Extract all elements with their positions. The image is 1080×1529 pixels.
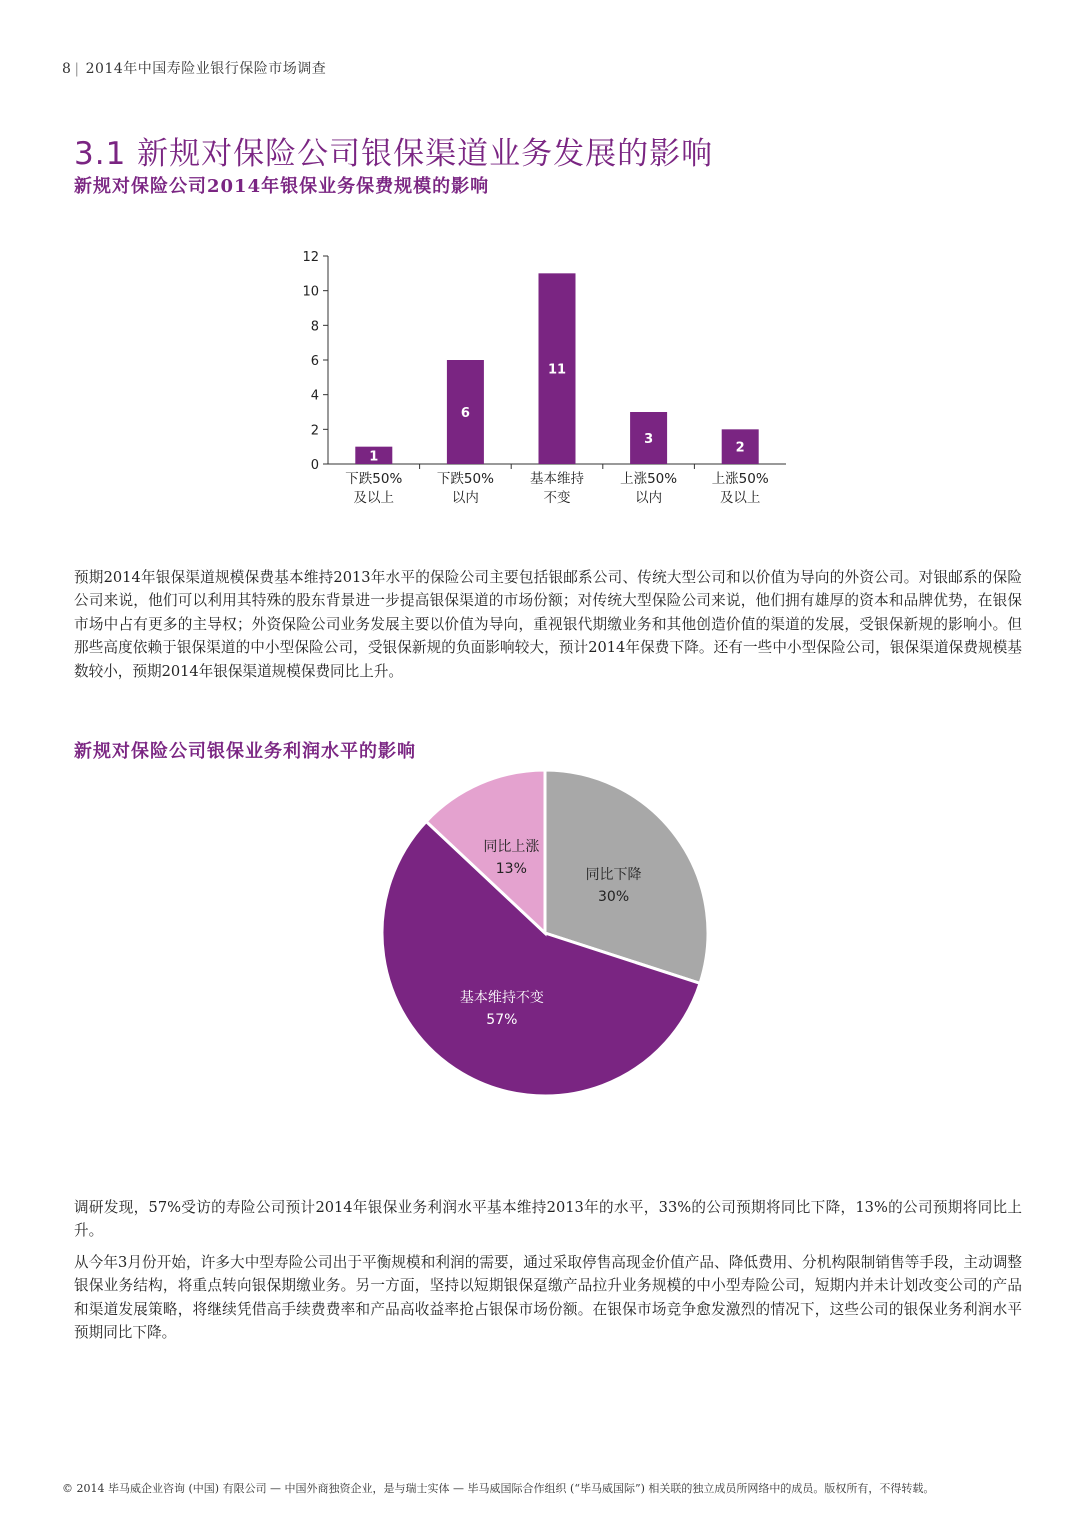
x-tick-label: 及以上 [353, 490, 395, 506]
bar-value-label: 6 [460, 406, 470, 421]
bar-value-label: 3 [644, 432, 654, 447]
doc-title: 2014年中国寿险业银行保险市场调查 [85, 61, 327, 77]
paragraph-2: 调研发现，57%受访的寿险公司预计2014年银保业务利润水平基本维持2013年的水平，33%的公司预期将同比下降，13%的公司预期将同比上升。 [74, 1199, 1022, 1240]
x-tick-label: 以内 [635, 490, 663, 506]
y-tick-label: 0 [310, 458, 319, 473]
y-tick-label: 12 [302, 250, 319, 265]
pie-slice-percent: 30% [598, 889, 630, 906]
pie-slice-label: 同比上涨 [483, 839, 540, 856]
pie-slice-percent: 57% [486, 1011, 518, 1028]
x-tick-label: 以内 [451, 490, 479, 506]
bar-chart-title: 新规对保险公司2014年银保业务保费规模的影响 [74, 176, 490, 197]
y-tick-label: 4 [310, 388, 319, 404]
page-header [62, 58, 326, 78]
y-tick-label: 2 [310, 423, 319, 439]
y-tick-label: 10 [302, 284, 319, 300]
section-title: 3.1 新规对保险公司银保渠道业务发展的影响 [74, 136, 714, 172]
x-tick-label: 不变 [543, 490, 571, 506]
pie-slice-label: 同比下降 [585, 867, 642, 884]
x-tick-label: 上涨50% [711, 471, 769, 487]
pie-slice-percent: 13% [495, 861, 527, 878]
x-tick-label: 基本维持 [530, 471, 584, 487]
x-tick-label: 及以上 [719, 490, 761, 506]
bar-value-label: 1 [369, 449, 379, 465]
copyright-footer: © 2014 毕马威企业咨询 (中国) 有限公司 — 中国外商独资企业，是与瑞士实体 — 毕马威国际合作组织 (“毕马威国际”) 相关联的独立成员所网络中的成员。版权所有，不得转载。 [62, 1482, 935, 1495]
premium-scale-bar-chart [290, 240, 800, 520]
y-tick-label: 8 [310, 319, 319, 335]
x-tick-label: 下跌50% [436, 471, 494, 487]
bar-value-label: 11 [547, 362, 567, 378]
pie-slice-label: 基本维持不变 [459, 989, 544, 1006]
x-tick-label: 上涨50% [620, 471, 678, 487]
paragraph-1: 预期2014年银保渠道规模保费基本维持2013年水平的保险公司主要包括银邮系公司、传统大型公司和以价值为导向的外资公司。对银邮系的保险公司来说，他们可以利用其特殊的股东背景进一步提高银保渠道的市场份额；对传统大型保险公司来说，他们拥有雄厚的资本和品牌优势，在银保市场中占有更多的主导权；外资保险公司业务发展主要以价值为导向，重视银代期缴业务和其他创造价值的渠道的发展，受银保新规的影响小。但那些高度依赖于银保渠道的中小型保险公司，受银保新规的负面影响较大，预计2014年保费下降。还有一些中小型保险公司，银保渠道保费规模基数较小，预期2014年银保渠道规模保费同比上升。 [74, 569, 1022, 680]
page-number: 8 [62, 61, 72, 77]
header-divider: | [74, 61, 80, 77]
x-tick-label: 下跌50% [345, 471, 403, 487]
pie-chart-title: 新规对保险公司银保业务利润水平的影响 [74, 741, 416, 762]
paragraph-3: 从今年3月份开始，许多大中型寿险公司出于平衡规模和利润的需要，通过采取停售高现金价值产品、降低费用、分机构限制销售等手段，主动调整银保业务结构，将重点转向银保期缴业务。另一方面，坚持以短期银保趸缴产品拉升业务规模的中小型寿险公司，短期内并未计划改变公司的产品和渠道发展策略，将继续凭借高手续费费率和产品高收益率抢占银保市场份额。在银保市场竞争愈发激烈的情况下，这些公司的银保业务利润水平预期同比下降。 [74, 1254, 1022, 1342]
bar-value-label: 2 [735, 440, 745, 456]
y-tick-label: 6 [310, 354, 319, 369]
profit-level-pie-chart [370, 760, 720, 1105]
